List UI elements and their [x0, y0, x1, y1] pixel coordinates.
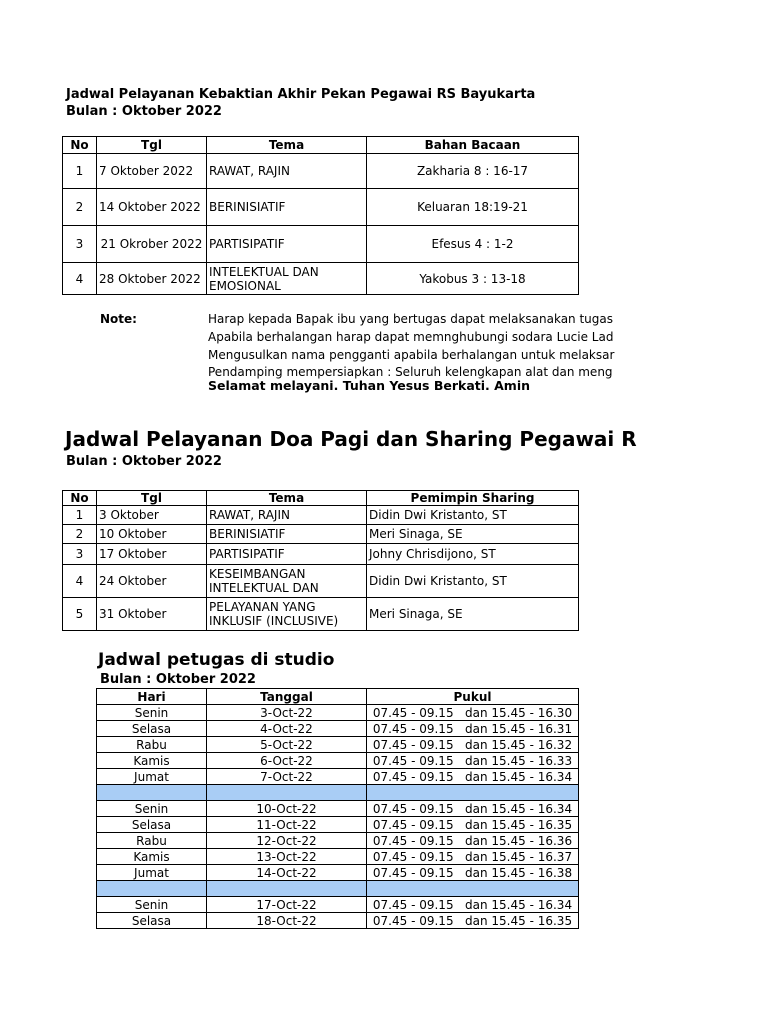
section3-title: Jadwal petugas di studio	[98, 650, 335, 670]
note-line: Harap kepada Bapak ibu yang bertugas dapat melaksanakan tugas	[208, 312, 613, 326]
table-row	[97, 849, 579, 865]
row-pukul	[367, 881, 579, 897]
separator-row	[97, 881, 579, 897]
row-pukul: 07.45 - 09.15 dan 15.45 - 16.35	[367, 817, 579, 833]
table-row	[63, 263, 579, 295]
doa-pagi-table	[62, 490, 579, 631]
row-tanggal: 3-Oct-22	[207, 705, 367, 721]
row-tgl: 31 Oktober	[97, 598, 207, 631]
col-header-bahan-bacaan: Bahan Bacaan	[367, 137, 579, 154]
row-no: 4	[63, 565, 97, 598]
row-bacaan: Zakharia 8 : 16-17	[367, 154, 579, 189]
col-header-tgl: Tgl	[97, 491, 207, 506]
row-bacaan: Yakobus 3 : 13-18	[367, 263, 579, 295]
note-label: Note:	[100, 312, 137, 326]
row-hari: Rabu	[97, 833, 207, 849]
row-tanggal: 10-Oct-22	[207, 801, 367, 817]
col-header-tgl: Tgl	[97, 137, 207, 154]
table-row	[63, 506, 579, 525]
row-hari: Selasa	[97, 817, 207, 833]
row-hari: Jumat	[97, 865, 207, 881]
row-tema: KESEIMBANGAN INTELEKTUAL DAN	[207, 565, 367, 598]
row-tanggal: 6-Oct-22	[207, 753, 367, 769]
table-row	[97, 913, 579, 929]
row-pemimpin: Didin Dwi Kristanto, ST	[367, 506, 579, 525]
row-tema: BERINISIATIF	[207, 525, 367, 544]
row-pemimpin: Didin Dwi Kristanto, ST	[367, 565, 579, 598]
table-row	[97, 817, 579, 833]
row-tgl: 7 Oktober 2022	[97, 154, 207, 189]
col-header-no: No	[63, 491, 97, 506]
row-tema: RAWAT, RAJIN	[207, 154, 367, 189]
row-tanggal: 11-Oct-22	[207, 817, 367, 833]
table-row	[63, 544, 579, 565]
row-tgl: 21 Okrober 2022	[97, 226, 207, 263]
col-header-tanggal: Tanggal	[207, 689, 367, 705]
row-no: 5	[63, 598, 97, 631]
table-row	[63, 565, 579, 598]
row-pukul: 07.45 - 09.15 dan 15.45 - 16.30	[367, 705, 579, 721]
row-pukul: 07.45 - 09.15 dan 15.45 - 16.38	[367, 865, 579, 881]
row-tema: RAWAT, RAJIN	[207, 506, 367, 525]
table-row	[63, 598, 579, 631]
section2-month: Bulan : Oktober 2022	[66, 454, 222, 469]
note-line: Pendamping mempersiapkan : Seluruh kelengkapan alat dan meng	[208, 365, 613, 379]
row-tgl: 10 Oktober	[97, 525, 207, 544]
table-row	[63, 525, 579, 544]
col-header-pukul: Pukul	[367, 689, 579, 705]
table-row	[97, 769, 579, 785]
row-pukul: 07.45 - 09.15 dan 15.45 - 16.34	[367, 897, 579, 913]
row-pukul: 07.45 - 09.15 dan 15.45 - 16.33	[367, 753, 579, 769]
row-bacaan: Keluaran 18:19-21	[367, 189, 579, 226]
table-row	[97, 737, 579, 753]
table-row	[97, 721, 579, 737]
section2-title: Jadwal Pelayanan Doa Pagi dan Sharing Pegawai R	[65, 427, 637, 451]
row-tanggal: 17-Oct-22	[207, 897, 367, 913]
row-tema: INTELEKTUAL DAN EMOSIONAL	[207, 263, 367, 295]
row-tanggal	[207, 785, 367, 801]
row-hari	[97, 785, 207, 801]
table-row	[97, 865, 579, 881]
separator-row	[97, 785, 579, 801]
col-header-pemimpin-sharing: Pemimpin Sharing	[367, 491, 579, 506]
row-tanggal: 7-Oct-22	[207, 769, 367, 785]
col-header-tema: Tema	[207, 491, 367, 506]
row-tema: PARTISIPATIF	[207, 544, 367, 565]
row-tanggal: 4-Oct-22	[207, 721, 367, 737]
row-no: 4	[63, 263, 97, 295]
row-hari: Senin	[97, 897, 207, 913]
row-tanggal: 13-Oct-22	[207, 849, 367, 865]
row-hari: Selasa	[97, 721, 207, 737]
row-tanggal: 5-Oct-22	[207, 737, 367, 753]
row-tgl: 28 Oktober 2022	[97, 263, 207, 295]
table-row	[97, 705, 579, 721]
table-row	[97, 897, 579, 913]
row-tanggal	[207, 881, 367, 897]
row-bacaan: Efesus 4 : 1-2	[367, 226, 579, 263]
row-no: 3	[63, 226, 97, 263]
table-row	[63, 226, 579, 263]
section1-title: Jadwal Pelayanan Kebaktian Akhir Pekan Pegawai RS Bayukarta	[66, 87, 536, 102]
section3-month: Bulan : Oktober 2022	[100, 672, 256, 687]
row-hari: Selasa	[97, 913, 207, 929]
table-row	[63, 189, 579, 226]
row-hari: Kamis	[97, 849, 207, 865]
row-pukul: 07.45 - 09.15 dan 15.45 - 16.32	[367, 737, 579, 753]
row-no: 2	[63, 525, 97, 544]
table-row	[97, 833, 579, 849]
row-tema: PARTISIPATIF	[207, 226, 367, 263]
row-pukul: 07.45 - 09.15 dan 15.45 - 16.36	[367, 833, 579, 849]
row-tgl: 24 Oktober	[97, 565, 207, 598]
row-hari: Kamis	[97, 753, 207, 769]
row-pukul: 07.45 - 09.15 dan 15.45 - 16.35	[367, 913, 579, 929]
row-pukul: 07.45 - 09.15 dan 15.45 - 16.31	[367, 721, 579, 737]
row-hari: Rabu	[97, 737, 207, 753]
note-line: Mengusulkan nama pengganti apabila berhalangan untuk melaksar	[208, 348, 615, 362]
row-hari: Senin	[97, 801, 207, 817]
row-no: 1	[63, 506, 97, 525]
row-no: 2	[63, 189, 97, 226]
col-header-tema: Tema	[207, 137, 367, 154]
table-row	[97, 801, 579, 817]
row-no: 1	[63, 154, 97, 189]
row-pemimpin: Meri Sinaga, SE	[367, 598, 579, 631]
kebaktian-table	[62, 136, 579, 295]
col-header-no: No	[63, 137, 97, 154]
row-pemimpin: Johny Chrisdijono, ST	[367, 544, 579, 565]
row-hari: Senin	[97, 705, 207, 721]
closing-text: Selamat melayani. Tuhan Yesus Berkati. Amin	[208, 378, 531, 393]
row-no: 3	[63, 544, 97, 565]
row-tanggal: 12-Oct-22	[207, 833, 367, 849]
row-pukul: 07.45 - 09.15 dan 15.45 - 16.34	[367, 801, 579, 817]
row-tema: BERINISIATIF	[207, 189, 367, 226]
row-pemimpin: Meri Sinaga, SE	[367, 525, 579, 544]
note-line: Apabila berhalangan harap dapat memnghubungi sodara Lucie Lad	[208, 330, 614, 344]
section1-month: Bulan : Oktober 2022	[66, 104, 222, 119]
row-tanggal: 18-Oct-22	[207, 913, 367, 929]
row-hari: Jumat	[97, 769, 207, 785]
row-tanggal: 14-Oct-22	[207, 865, 367, 881]
table-row	[63, 154, 579, 189]
table-row	[97, 753, 579, 769]
row-pukul: 07.45 - 09.15 dan 15.45 - 16.37	[367, 849, 579, 865]
studio-table	[96, 688, 579, 929]
row-tgl: 14 Oktober 2022	[97, 189, 207, 226]
row-tgl: 3 Oktober	[97, 506, 207, 525]
row-hari	[97, 881, 207, 897]
row-tgl: 17 Oktober	[97, 544, 207, 565]
row-tema: PELAYANAN YANG INKLUSIF (INCLUSIVE)	[207, 598, 367, 631]
row-pukul: 07.45 - 09.15 dan 15.45 - 16.34	[367, 769, 579, 785]
row-pukul	[367, 785, 579, 801]
col-header-hari: Hari	[97, 689, 207, 705]
